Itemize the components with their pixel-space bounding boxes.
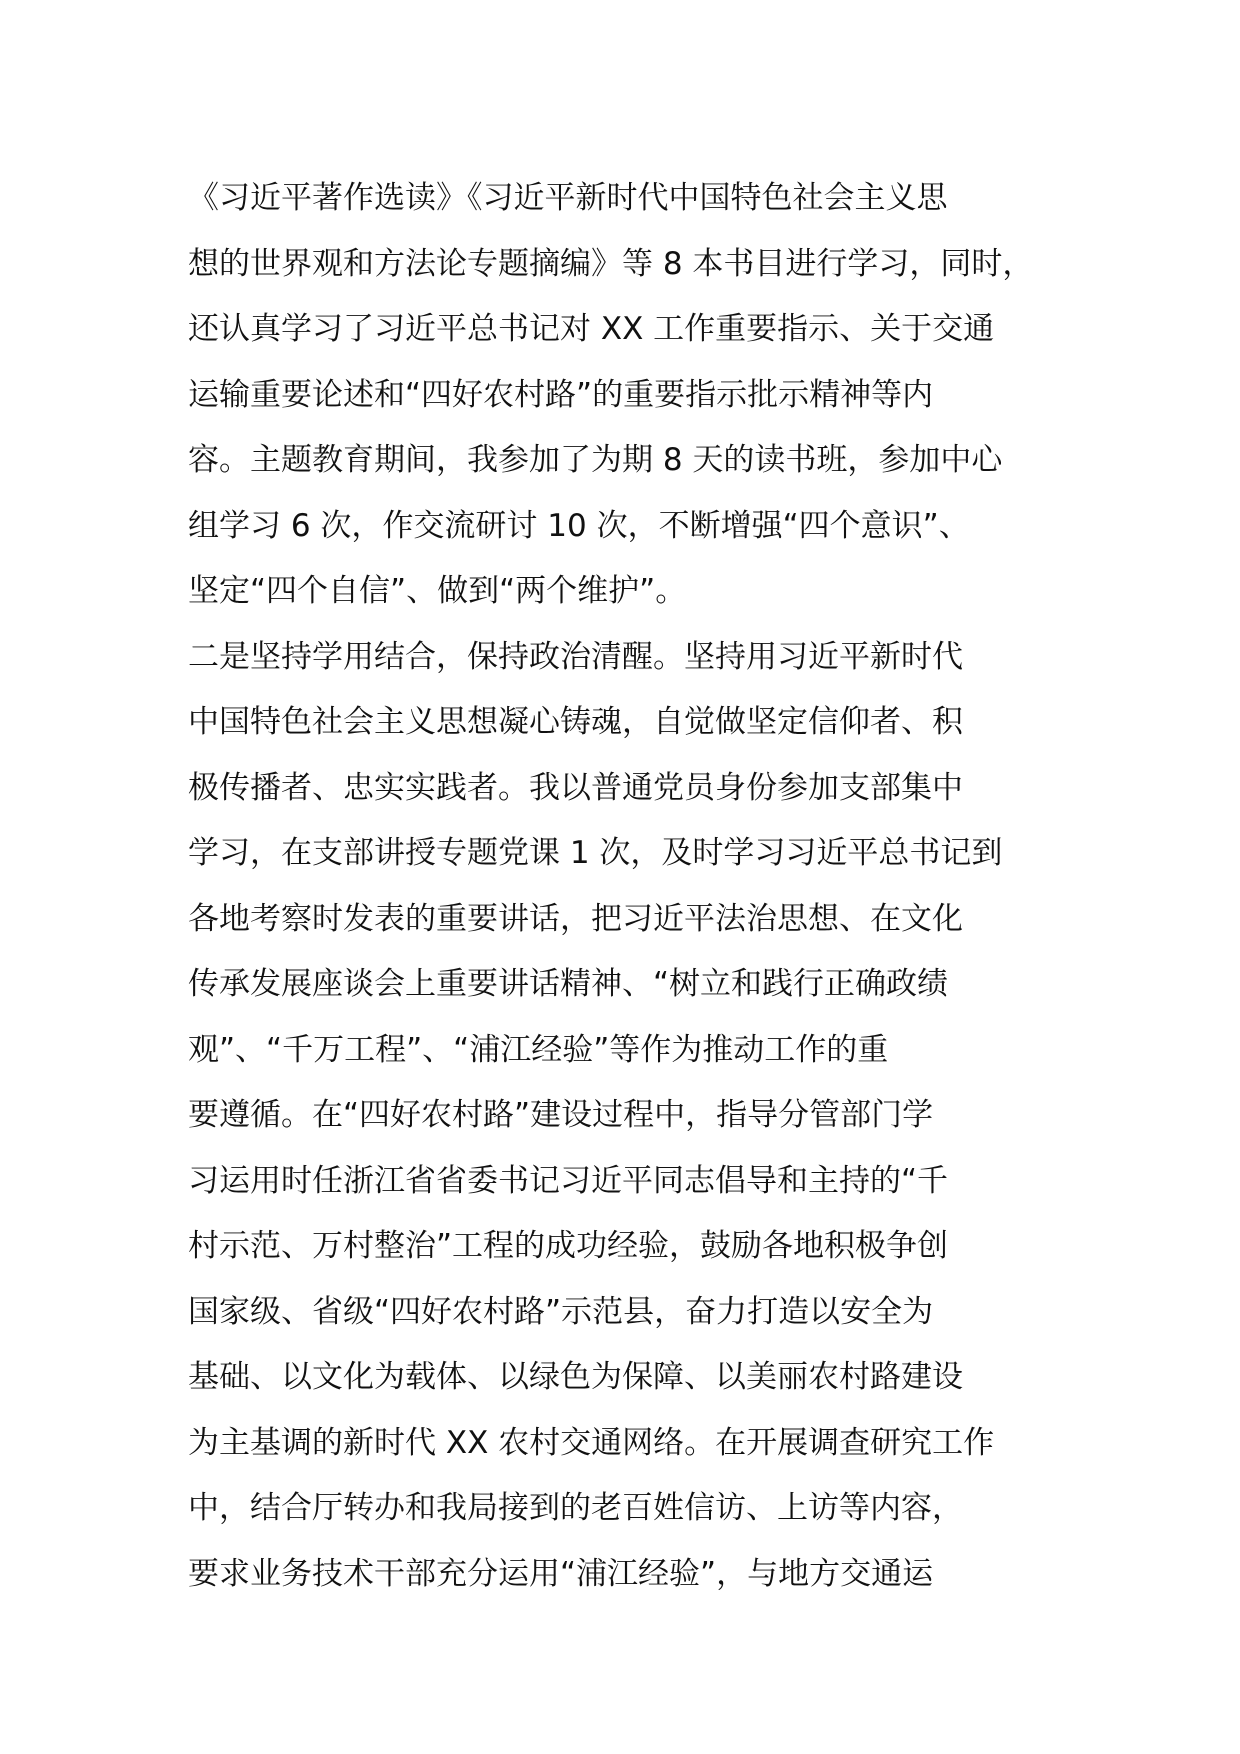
- text-line: 各地考察时发表的重要讲话，把习近平法治思想、在文化: [188, 900, 963, 937]
- text-line: 运输重要论述和“四好农村路”的重要指示批示精神等内: [188, 376, 934, 413]
- text-line: 基础、以文化为载体、以绿色为保障、以美丽农村路建设: [188, 1359, 963, 1395]
- text-line: 中国特色社会主义思想凝心铸魂，自觉做坚定信仰者、积: [188, 704, 963, 740]
- text-line: 想的世界观和方法论专题摘编》等 8 本书目进行学习，同时，: [188, 245, 1034, 282]
- text-line: 学习，在支部讲授专题党课 1 次，及时学习习近平总书记到: [188, 835, 1003, 871]
- text-line: 极传播者、忠实实践者。我以普通党员身份参加支部集中: [188, 769, 963, 806]
- text-line: 要遵循。在“四好农村路”建设过程中，指导分管部门学: [188, 1097, 934, 1133]
- text-line: 容。主题教育期间，我参加了为期 8 天的读书班，参加中心: [188, 442, 1003, 478]
- text-line: 传承发展座谈会上重要讲话精神、“树立和践行正确政绩: [188, 966, 949, 1002]
- body-text: [188, 166, 1088, 1607]
- paragraph-start-line: 二是坚持学用结合，保持政治清醒。坚持用习近平新时代: [188, 638, 963, 675]
- text-line: 坚定“四个自信”、做到“两个维护”。: [188, 573, 687, 609]
- text-line: 为主基调的新时代 XX 农村交通网络。在开展调查研究工作: [188, 1424, 995, 1461]
- text-line: 国家级、省级“四好农村路”示范县，奋力打造以安全为: [188, 1293, 934, 1330]
- text-line: 村示范、万村整治”工程的成功经验，鼓励各地积极争创: [188, 1228, 949, 1264]
- text-line: 习运用时任浙江省省委书记习近平同志倡导和主持的“千: [188, 1162, 949, 1199]
- text-line: 观”、“千万工程”、“浦江经验”等作为推动工作的重: [188, 1031, 889, 1068]
- text-line: 还认真学习了习近平总书记对 XX 工作重要指示、关于交通: [188, 311, 995, 347]
- text-line: 组学习 6 次，作交流研讨 10 次，不断增强“四个意识”、: [188, 507, 970, 544]
- text-line: 《习近平著作选读》《习近平新时代中国特色社会主义思: [188, 180, 948, 216]
- text-line: 要求业务技术干部充分运用“浦江经验”，与地方交通运: [188, 1555, 934, 1592]
- text-line: 中，结合厅转办和我局接到的老百姓信访、上访等内容，: [188, 1490, 963, 1526]
